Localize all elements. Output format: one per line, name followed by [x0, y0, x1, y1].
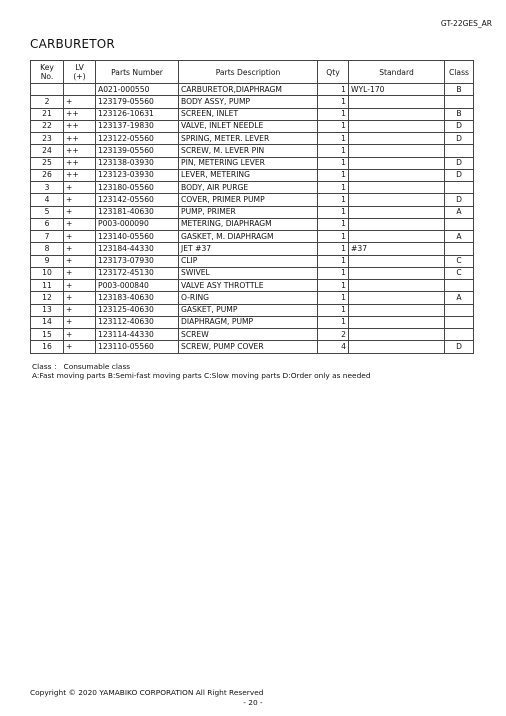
cell-standard [349, 194, 445, 206]
cell-description: O-RING [179, 292, 318, 304]
cell-level: + [64, 218, 96, 230]
table-row [31, 329, 474, 341]
table-row [31, 157, 474, 169]
cell-part-number: 123184-44330 [96, 243, 179, 255]
cell-description: SCREW [179, 329, 318, 341]
cell-key-no: 24 [31, 145, 64, 157]
cell-part-number: 123183-40630 [96, 292, 179, 304]
table-row [31, 169, 474, 181]
cell-qty: 1 [318, 120, 349, 132]
cell-standard: WYL-170 [349, 84, 445, 96]
cell-class: A [445, 231, 474, 243]
cell-standard [349, 292, 445, 304]
page-number: - 20 - [243, 698, 263, 707]
cell-description: GASKET, PUMP [179, 304, 318, 316]
class-legend [32, 362, 371, 380]
cell-description: DIAPHRAGM, PUMP [179, 316, 318, 328]
cell-class [445, 329, 474, 341]
cell-part-number: 123179-05560 [96, 96, 179, 108]
cell-key-no: 23 [31, 133, 64, 145]
col-header-standard: Standard [349, 61, 445, 84]
cell-class: D [445, 133, 474, 145]
cell-description: JET #37 [179, 243, 318, 255]
cell-level: ++ [64, 145, 96, 157]
table-row [31, 304, 474, 316]
cell-qty: 1 [318, 169, 349, 181]
cell-qty: 4 [318, 341, 349, 353]
cell-standard [349, 133, 445, 145]
cell-standard [349, 218, 445, 230]
cell-qty: 1 [318, 145, 349, 157]
cell-class [445, 96, 474, 108]
cell-qty: 1 [318, 133, 349, 145]
cell-key-no: 21 [31, 108, 64, 120]
legend-title: Class ： Consumable class [32, 362, 131, 371]
cell-standard [349, 267, 445, 279]
cell-key-no: 25 [31, 157, 64, 169]
cell-class: D [445, 194, 474, 206]
cell-standard [349, 304, 445, 316]
cell-qty: 1 [318, 267, 349, 279]
cell-description: GASKET, M. DIAPHRAGM [179, 231, 318, 243]
cell-level: ++ [64, 108, 96, 120]
cell-part-number: 123173-07930 [96, 255, 179, 267]
cell-qty: 1 [318, 182, 349, 194]
cell-key-no: 9 [31, 255, 64, 267]
col-header-class: Class [445, 61, 474, 84]
cell-description: LEVER, METERING [179, 169, 318, 181]
cell-qty: 2 [318, 329, 349, 341]
cell-standard: #37 [349, 243, 445, 255]
cell-level: + [64, 206, 96, 218]
cell-level: + [64, 182, 96, 194]
cell-part-number: 123122-05560 [96, 133, 179, 145]
cell-qty: 1 [318, 108, 349, 120]
cell-class [445, 316, 474, 328]
cell-part-number: 123180-05560 [96, 182, 179, 194]
cell-standard [349, 157, 445, 169]
table-header-row [31, 61, 474, 84]
cell-key-no: 5 [31, 206, 64, 218]
cell-class [445, 182, 474, 194]
parts-table-body [31, 84, 474, 354]
cell-qty: 1 [318, 292, 349, 304]
cell-description: CLIP [179, 255, 318, 267]
table-row [31, 84, 474, 96]
table-row [31, 194, 474, 206]
table-row [31, 108, 474, 120]
cell-key-no: 2 [31, 96, 64, 108]
cell-class [445, 218, 474, 230]
cell-qty: 1 [318, 255, 349, 267]
parts-table [30, 60, 474, 354]
cell-key-no: 7 [31, 231, 64, 243]
cell-part-number: 123114-44330 [96, 329, 179, 341]
cell-level: + [64, 316, 96, 328]
col-header-key-line1: Key [40, 63, 54, 72]
cell-key-no: 12 [31, 292, 64, 304]
cell-part-number: 123125-40630 [96, 304, 179, 316]
cell-qty: 1 [318, 304, 349, 316]
cell-qty: 1 [318, 243, 349, 255]
cell-part-number: A021-000550 [96, 84, 179, 96]
cell-class: D [445, 120, 474, 132]
cell-standard [349, 280, 445, 292]
cell-level: + [64, 292, 96, 304]
cell-level: ++ [64, 133, 96, 145]
cell-key-no: 26 [31, 169, 64, 181]
cell-qty: 1 [318, 316, 349, 328]
table-row [31, 182, 474, 194]
cell-standard [349, 182, 445, 194]
cell-level: + [64, 341, 96, 353]
cell-qty: 1 [318, 194, 349, 206]
cell-part-number: 123139-05560 [96, 145, 179, 157]
cell-class: A [445, 292, 474, 304]
cell-class: C [445, 255, 474, 267]
col-header-lv [64, 61, 96, 84]
cell-level [64, 84, 96, 96]
table-row [31, 206, 474, 218]
cell-level: + [64, 267, 96, 279]
cell-description: SWIVEL [179, 267, 318, 279]
cell-class: C [445, 267, 474, 279]
col-header-lv-line1: LV [75, 63, 84, 72]
table-row [31, 231, 474, 243]
table-row [31, 120, 474, 132]
cell-description: PUMP, PRIMER [179, 206, 318, 218]
cell-level: + [64, 231, 96, 243]
table-row [31, 292, 474, 304]
cell-key-no: 22 [31, 120, 64, 132]
cell-standard [349, 231, 445, 243]
cell-level: ++ [64, 157, 96, 169]
table-row [31, 280, 474, 292]
cell-level: + [64, 96, 96, 108]
cell-description: BODY ASSY, PUMP [179, 96, 318, 108]
copyright-notice: Copyright © 2020 YAMABIKO CORPORATION All Right Reserved [30, 688, 264, 697]
cell-qty: 1 [318, 157, 349, 169]
cell-standard [349, 329, 445, 341]
cell-level: + [64, 194, 96, 206]
cell-part-number: 123142-05560 [96, 194, 179, 206]
col-header-lv-line2: (+) [73, 72, 86, 81]
table-row [31, 255, 474, 267]
cell-class [445, 304, 474, 316]
cell-part-number: P003-000840 [96, 280, 179, 292]
table-row [31, 341, 474, 353]
cell-standard [349, 145, 445, 157]
cell-key-no: 13 [31, 304, 64, 316]
cell-part-number: 123137-19830 [96, 120, 179, 132]
cell-description: SCREW, M. LEVER PIN [179, 145, 318, 157]
cell-key-no: 3 [31, 182, 64, 194]
cell-key-no: 6 [31, 218, 64, 230]
cell-class: B [445, 84, 474, 96]
cell-class: D [445, 341, 474, 353]
cell-description: METERING, DIAPHRAGM [179, 218, 318, 230]
cell-part-number: 123112-40630 [96, 316, 179, 328]
cell-class [445, 280, 474, 292]
table-row [31, 133, 474, 145]
cell-part-number: 123110-05560 [96, 341, 179, 353]
page-title: CARBURETOR [30, 37, 115, 51]
table-row [31, 96, 474, 108]
cell-description: SCREEN, INLET [179, 108, 318, 120]
col-header-qty: Qty [318, 61, 349, 84]
cell-part-number: 123140-05560 [96, 231, 179, 243]
cell-part-number: 123172-45130 [96, 267, 179, 279]
table-row [31, 218, 474, 230]
cell-key-no: 8 [31, 243, 64, 255]
cell-key-no: 15 [31, 329, 64, 341]
cell-level: ++ [64, 120, 96, 132]
cell-part-number: P003-000090 [96, 218, 179, 230]
cell-level: + [64, 280, 96, 292]
cell-key-no: 14 [31, 316, 64, 328]
cell-standard [349, 108, 445, 120]
cell-level: + [64, 243, 96, 255]
cell-standard [349, 96, 445, 108]
cell-standard [349, 341, 445, 353]
cell-standard [349, 316, 445, 328]
table-row [31, 267, 474, 279]
cell-class [445, 243, 474, 255]
table-row [31, 316, 474, 328]
cell-description: CARBURETOR,DIAPHRAGM [179, 84, 318, 96]
cell-standard [349, 120, 445, 132]
cell-level: + [64, 329, 96, 341]
table-row [31, 145, 474, 157]
cell-description: SPRING, METER. LEVER [179, 133, 318, 145]
col-header-description: Parts Description [179, 61, 318, 84]
cell-level: ++ [64, 169, 96, 181]
cell-part-number: 123138-03930 [96, 157, 179, 169]
cell-class [445, 145, 474, 157]
cell-part-number: 123126-10631 [96, 108, 179, 120]
document-code: GT-22GES_AR [440, 19, 492, 28]
legend-definitions: A:Fast moving parts B:Semi-fast moving parts C:Slow moving parts D:Order only as needed [32, 371, 371, 380]
cell-part-number: 123181-40630 [96, 206, 179, 218]
table-row [31, 243, 474, 255]
cell-key-no: 16 [31, 341, 64, 353]
cell-description: COVER, PRIMER PUMP [179, 194, 318, 206]
cell-key-no: 11 [31, 280, 64, 292]
col-header-part-number: Parts Number [96, 61, 179, 84]
cell-description: VALVE ASY THROTTLE [179, 280, 318, 292]
cell-standard [349, 206, 445, 218]
cell-qty: 1 [318, 231, 349, 243]
cell-description: SCREW, PUMP COVER [179, 341, 318, 353]
cell-standard [349, 255, 445, 267]
cell-qty: 1 [318, 280, 349, 292]
cell-qty: 1 [318, 218, 349, 230]
col-header-key-line2: No. [40, 72, 54, 81]
cell-key-no: 10 [31, 267, 64, 279]
cell-qty: 1 [318, 96, 349, 108]
cell-key-no: 4 [31, 194, 64, 206]
cell-level: + [64, 255, 96, 267]
cell-description: PIN, METERING LEVER [179, 157, 318, 169]
col-header-key-no [31, 61, 64, 84]
cell-qty: 1 [318, 206, 349, 218]
cell-qty: 1 [318, 84, 349, 96]
cell-class: D [445, 169, 474, 181]
cell-level: + [64, 304, 96, 316]
cell-class: A [445, 206, 474, 218]
cell-class: D [445, 157, 474, 169]
cell-standard [349, 169, 445, 181]
cell-key-no [31, 84, 64, 96]
cell-class: B [445, 108, 474, 120]
cell-description: BODY, AIR PURGE [179, 182, 318, 194]
cell-description: VALVE, INLET NEEDLE [179, 120, 318, 132]
cell-part-number: 123123-03930 [96, 169, 179, 181]
